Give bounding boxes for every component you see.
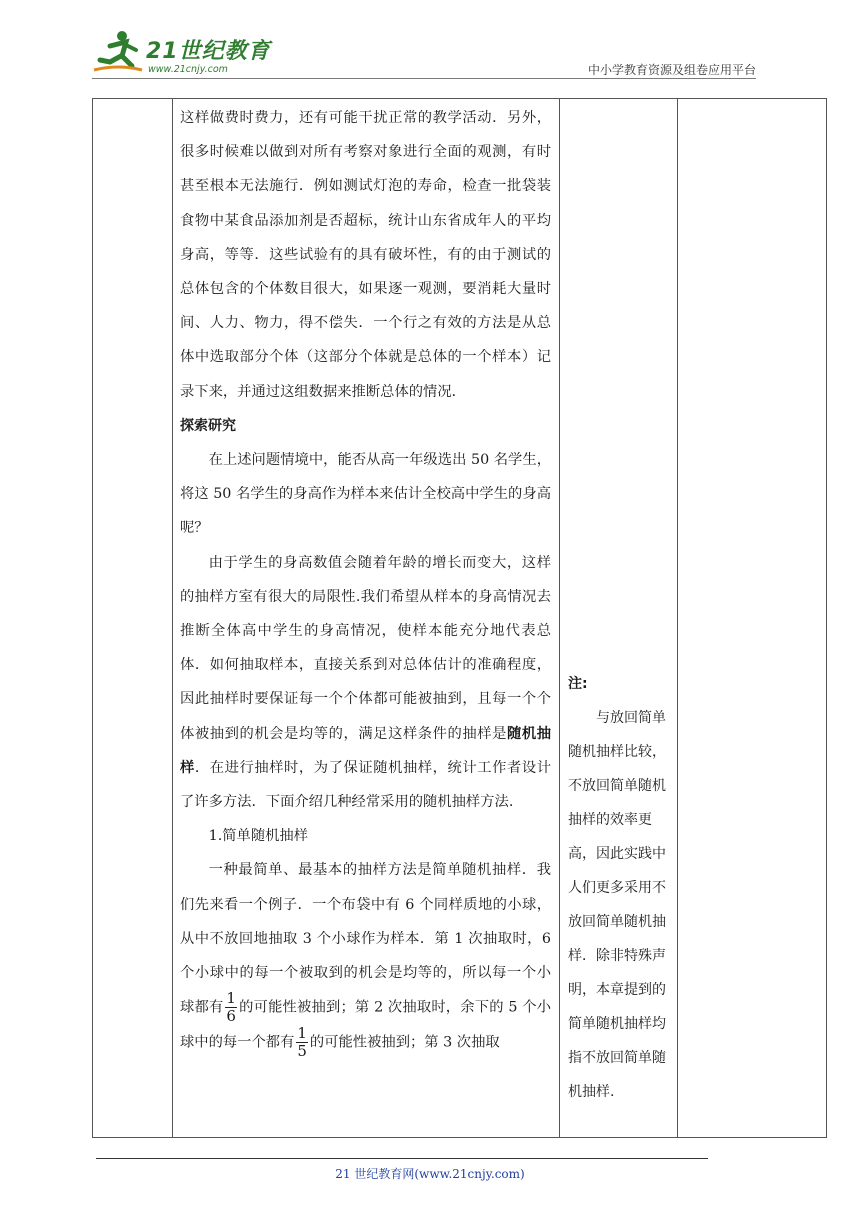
- page-header: [0, 0, 860, 90]
- text-span: 的可能性被抽到；第 3 次抽取: [309, 1034, 500, 1051]
- text-span: 的可能性被抽到；第 2 次抽取时，余下的 5 个小球中的每一个都有: [180, 999, 552, 1051]
- footer-divider: [96, 1158, 708, 1159]
- note-text: 与放回简单随机抽样比较，不放回简单随机抽样的效率更高，因此实践中人们更多采用不放回简单随机抽样．除非特殊声明，本章提到的简单随机抽样均指不放回简单随机抽样.: [568, 710, 666, 1100]
- fraction-one-sixth: [225, 990, 237, 1025]
- term-random-sampling: 随机抽样: [180, 725, 552, 776]
- main-content-cell: [173, 99, 560, 1138]
- platform-name: 中小学教育资源及组卷应用平台: [587, 63, 756, 77]
- fraction-denominator: 6: [226, 1007, 236, 1026]
- header-divider: [92, 78, 756, 79]
- question-paragraph: 在上述问题情境中，能否从高一年级选出 50 名学生，将这 50 名学生的身高作为样本来估计全校高中学生的身高呢？: [180, 452, 551, 537]
- section-heading: 探索研究: [180, 417, 236, 434]
- text-span: ．在进行抽样时，为了保证随机抽样，统计工作者设计了许多方法．下面介绍几种经常采用的随机抽样方法.: [180, 759, 552, 811]
- text-span: 一种最简单、最基本的抽样方法是简单随机抽样．我们先来看一个例子．一个布袋中有 6 个同样质地的小球，从中不放回地抽取 3 个小球作为样本．第 1 次抽取时，6 个小球中的每一个被取到的机会是均等的，所以每一个小球都有: [180, 862, 551, 1016]
- logo-url: www.21cnjy.com: [148, 64, 228, 75]
- brand-logo[interactable]: [92, 30, 272, 80]
- subheading: 1.简单随机抽样: [208, 828, 309, 845]
- fraction-one-fifth: [296, 1025, 308, 1060]
- text-span: 由于学生的身高数值会随着年龄的增长而变大，这样的抽样方室有很大的局限性.我们希望从样本的身高情况去推断全体高中学生的身高情况，使样本能充分地代表总体．如何抽取样本，直接关系到对总体估计的准确程度，因此抽样时要保证每一个个体都可能被抽到，且每一个个体被抽到的机会是均等的，满足这样条件的抽样是: [180, 554, 551, 742]
- left-column-cell: [93, 99, 173, 1138]
- note-box: [560, 99, 677, 1109]
- fraction-numerator: 1: [297, 1024, 307, 1043]
- fraction-denominator: 5: [297, 1042, 307, 1061]
- logo-text: 21世纪教育: [146, 39, 271, 64]
- fraction-numerator: 1: [226, 989, 236, 1008]
- note-cell: [560, 99, 678, 1138]
- right-column-cell: [678, 99, 827, 1138]
- footer-link[interactable]: 21 世纪教育网(www.21cnjy.com): [335, 1167, 525, 1181]
- lesson-table: [92, 98, 827, 1138]
- runner-icon: [92, 30, 144, 74]
- note-title: 注:: [568, 676, 588, 692]
- example-paragraph: [180, 853, 551, 1060]
- intro-paragraph: 这样做费时费力，还有可能干扰正常的教学活动．另外，很多时候难以做到对所有考察对象进行全面的观测，有时甚至根本无法施行．例如测试灯泡的寿命，检查一批袋装食物中某食品添加剂是否超标，统计山东省成年人的平均身高，等等．这些试验有的具有破坏性，有的由于测试的总体包含的个体数目很大，如果逐一观测，要消耗大量时间、人力、物力，得不偿失．一个行之有效的方法是从总体中选取部分个体（这部分个体就是总体的一个样本）记录下来，并通过这组数据来推断总体的情况．: [180, 110, 551, 400]
- random-sampling-paragraph: [180, 546, 551, 820]
- main-text: [173, 99, 559, 1060]
